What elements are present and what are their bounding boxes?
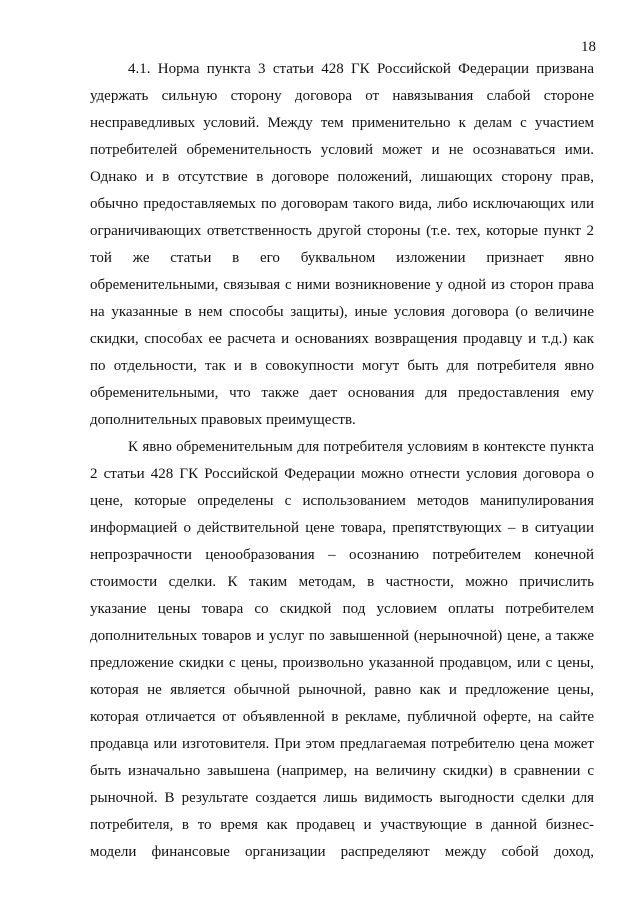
paragraph-1-line-7: ограничивающих ответственность другой стороны (т.е. тех, которые пункт 2 (90, 223, 594, 239)
paragraph-2-line-10: которая не является обычной рыночной, равно как и предложение цены, (90, 682, 594, 698)
paragraph-2-line-8: дополнительных товаров и услуг по завышенной (нерыночной) цене, а также (90, 628, 594, 644)
paragraph-1-line-3: несправедливых условий. Между тем применительно к делам с участием (90, 115, 594, 131)
paragraph-1-line-4: потребителей обременительность условий может и не осознаваться ими. (90, 142, 594, 158)
paragraph-1-line-6: обычно предоставляемых по договорам такого вида, либо исключающих или (90, 196, 594, 212)
paragraph-2-line-5: непрозрачности ценообразования – осознанию потребителем конечной (90, 547, 594, 563)
page-number: 18 (581, 39, 596, 55)
paragraph-2-line-12: продавца или изготовителя. При этом предлагаемая потребителю цена может (90, 736, 594, 752)
paragraph-1-line-14: дополнительных правовых преимуществ. (90, 412, 356, 428)
paragraph-1-line-1: 4.1. Норма пункта 3 статьи 428 ГК Российской Федерации призвана (128, 61, 594, 77)
paragraph-2-line-14: рыночной. В результате создается лишь видимость выгодности сделки для (90, 790, 594, 806)
paragraph-1-line-13: обременительными, что также дает основания для предоставления ему (90, 385, 594, 401)
paragraph-2-line-7: указание цены товара со скидкой под условием оплаты потребителем (90, 601, 594, 617)
paragraph-2-line-6: стоимости сделки. К таким методам, в частности, можно причислить (90, 574, 594, 590)
paragraph-1-line-5: Однако и в отсутствие в договоре положений, лишающих сторону прав, (90, 169, 594, 185)
paragraph-2-line-13: быть изначально завышена (например, на величину скидки) в сравнении с (90, 763, 594, 779)
paragraph-2-line-1: К явно обременительным для потребителя условиям в контексте пункта (128, 439, 594, 455)
paragraph-2-line-3: цене, которые определены с использованием методов манипулирования (90, 493, 594, 509)
paragraph-2-line-2: 2 статьи 428 ГК Российской Федерации можно отнести условия договора о (90, 466, 594, 482)
paragraph-2-line-9: предложение скидки с цены, произвольно указанной продавцом, или с цены, (90, 655, 594, 671)
paragraph-1-line-8: той же статьи в его буквальном изложении признает явно (90, 250, 594, 266)
paragraph-1-line-2: удержать сильную сторону договора от навязывания слабой стороне (90, 88, 594, 104)
paragraph-1-line-11: скидки, способах ее расчета и основаниях возвращения продавцу и т.д.) как (90, 331, 594, 347)
paragraph-1-line-10: на указанные в нем способы защиты), иные условия договора (о величине (90, 304, 594, 320)
paragraph-1-line-9: обременительными, связывая с ними возникновение у одной из сторон права (90, 277, 594, 293)
paragraph-2-line-16: модели финансовые организации распределяют между собой доход, (90, 844, 594, 860)
paragraph-1-line-12: по отдельности, так и в совокупности могут быть для потребителя явно (90, 358, 594, 374)
paragraph-2-line-11: которая отличается от объявленной в рекламе, публичной оферте, на сайте (90, 709, 594, 725)
paragraph-2-line-4: информацией о действительной цене товара, препятствующих – в ситуации (90, 520, 594, 536)
paragraph-2-line-15: потребителя, в то время как продавец и участвующие в данной бизнес- (90, 817, 594, 833)
